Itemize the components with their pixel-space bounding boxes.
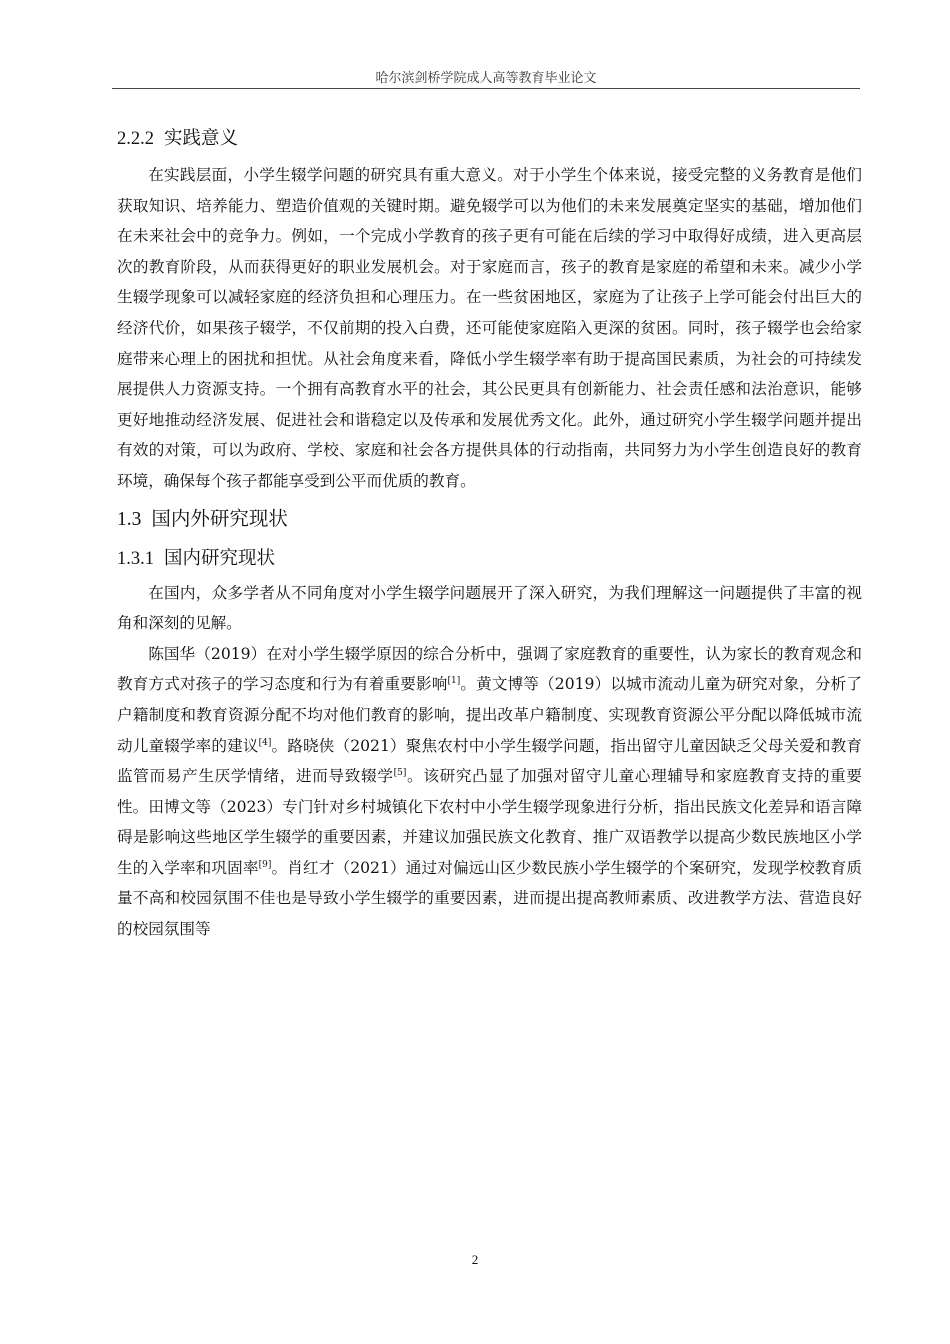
page-body	[117, 122, 862, 945]
text-segment: 。该研究凸显了加强对留守儿童心理辅导和家庭教育支持的重要性。田博文等（2023）专门针对乡村城镇化下农村中小学生辍学现象进行分析，指出民族文化差异和语言障碍是影响这些地区学生辍学的重要因素，并建议加强民族文化教育、推广双语教学以提高少数民族地区小学生的入学率和巩固率	[117, 767, 862, 877]
citation-ref-4: [4]	[258, 737, 272, 748]
section-heading-2-2-2	[117, 122, 862, 156]
text-segment: 。肖红才（2021）通过对偏远山区少数民族小学生辍学的个案研究，发现学校教育质量不高和校园氛围不佳也是导致小学生辍学的重要因素，进而提出提高教师素质、改进教学方法、营造良好的校园氛围等	[117, 858, 862, 939]
text-segment: 陈国华（2019）在对小学生辍学原因的综合分析中，强调了家庭教育的重要性，认为家长的教育观念和教育方式对孩子的学习态度和行为有着重要影响	[117, 644, 862, 694]
header-rule	[112, 88, 860, 89]
section-number: 2.2.2	[117, 129, 154, 149]
section-heading-1-3	[117, 499, 862, 540]
paragraph-practice: 在实践层面，小学生辍学问题的研究具有重大意义。对于小学生个体来说，接受完整的义务教育是他们获取知识、培养能力、塑造价值观的关键时期。避免辍学可以为他们的未来发展奠定坚实的基础，增加他们在未来社会中的竞争力。例如，一个完成小学教育的孩子更有可能在后续的学习中取得好成绩，进入更高层次的教育阶段，从而获得更好的职业发展机会。对于家庭而言，孩子的教育是家庭的希望和未来。减少小学生辍学现象可以减轻家庭的经济负担和心理压力。在一些贫困地区，家庭为了让孩子上学可能会付出巨大的经济代价，如果孩子辍学，不仅前期的投入白费，还可能使家庭陷入更深的贫困。同时，孩子辍学也会给家庭带来心理上的困扰和担忧。从社会角度来看，降低小学生辍学率有助于提高国民素质，为社会的可持续发展提供人力资源支持。一个拥有高教育水平的社会，其公民更具有创新能力、社会责任感和法治意识，能够更好地推动经济发展、促进社会和谐稳定以及传承和发展优秀文化。此外，通过研究小学生辍学问题并提出有效的对策，可以为政府、学校、家庭和社会各方提供具体的行动指南，共同努力为小学生创造良好的教育环境，确保每个孩子都能享受到公平而优质的教育。	[117, 166, 862, 490]
paragraph-review	[117, 639, 862, 945]
paragraph-intro: 在国内，众多学者从不同角度对小学生辍学问题展开了深入研究，为我们理解这一问题提供了丰富的视角和深刻的见解。	[117, 583, 862, 633]
text-segment: 。路晓侠（2021）聚焦农村中小学生辍学问题，指出留守儿童因缺乏父母关爱和教育监管而易产生厌学情绪，进而导致辍学	[117, 736, 862, 786]
section-title: 国内外研究现状	[151, 506, 288, 530]
text-segment: 。黄文博等（2019）以城市流动儿童为研究对象，分析了户籍制度和教育资源分配不均对他们教育的影响，提出改革户籍制度、实现教育资源公平分配以降低城市流动儿童辍学率的建议	[117, 675, 862, 755]
section-title: 实践意义	[164, 128, 239, 149]
citation-ref-9: [9]	[258, 859, 272, 870]
citation-ref-5: [5]	[393, 767, 407, 778]
section-number: 1.3.1	[117, 548, 154, 569]
section-heading-1-3-1	[117, 542, 862, 576]
section-number: 1.3	[117, 508, 142, 530]
running-header: 哈尔滨剑桥学院成人高等教育毕业论文	[375, 71, 597, 86]
page-number: 2	[471, 1252, 479, 1267]
citation-ref-1: [1]	[447, 676, 461, 687]
section-title: 国内研究现状	[164, 547, 276, 569]
